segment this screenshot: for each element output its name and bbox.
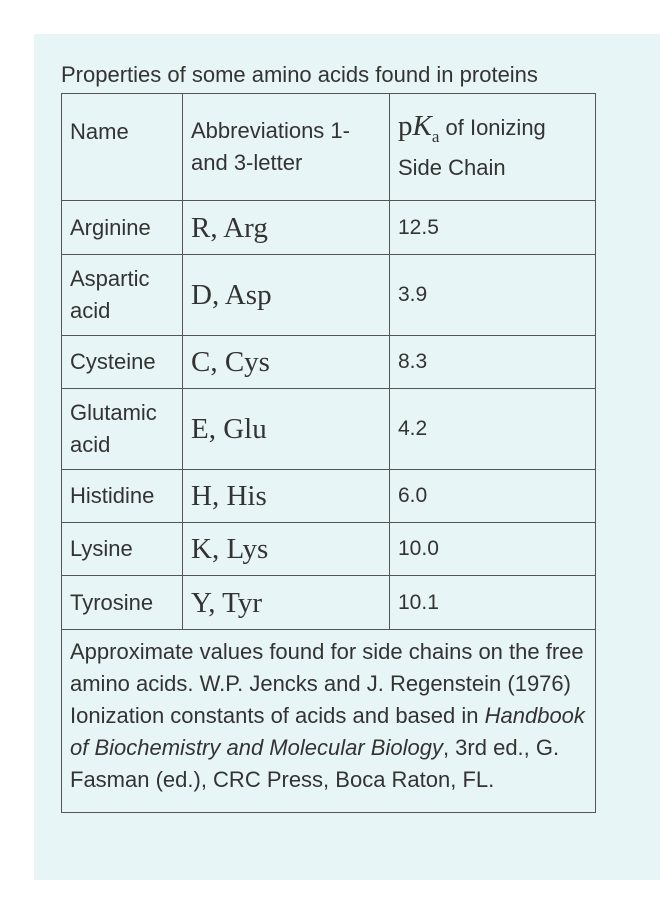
table-caption: Properties of some amino acids found in proteins [61, 62, 538, 87]
amino-acid-name: Arginine [62, 201, 183, 255]
abbreviation: E, Glu [183, 389, 390, 470]
table-row [62, 336, 596, 389]
pka-value: 3.9 [390, 255, 596, 336]
abbreviation: K, Lys [183, 523, 390, 576]
pka-value: 4.2 [390, 389, 596, 470]
amino-acid-name: Glutamic acid [62, 389, 183, 470]
amino-acid-name: Tyrosine [62, 576, 183, 630]
table-row [62, 255, 596, 336]
header-abbreviations: Abbreviations 1- and 3-letter [183, 94, 390, 201]
header-pka: $pK_a$ of Ionizing Side Chain [390, 94, 596, 201]
abbreviation: C, Cys [183, 336, 390, 389]
footnote: Approximate values found for side chains on the free amino acids. W.P. Jencks and J. Regenstein (1976) Ionization constants of acids and based in Handbook of Biochemistry and Molecular Biology, 3rd ed., G. Fasman (ed.), CRC Press, Boca Raton, FL. [62, 630, 596, 813]
amino-acid-name: Cysteine [62, 336, 183, 389]
pka-value: 12.5 [390, 201, 596, 255]
header-name: Name [62, 94, 183, 201]
footnote-row [62, 630, 596, 813]
table-row [62, 201, 596, 255]
table-row [62, 470, 596, 523]
pka-value: 10.1 [390, 576, 596, 630]
amino-acid-table [61, 93, 596, 813]
table-row [62, 576, 596, 630]
amino-acid-name: Aspartic acid [62, 255, 183, 336]
pka-value: 10.0 [390, 523, 596, 576]
abbreviation: R, Arg [183, 201, 390, 255]
table-row [62, 389, 596, 470]
abbreviation: D, Asp [183, 255, 390, 336]
pka-value: 8.3 [390, 336, 596, 389]
table-row [62, 523, 596, 576]
amino-acid-name: Lysine [62, 523, 183, 576]
abbreviation: H, His [183, 470, 390, 523]
footnote-reference-title: Handbook of Biochemistry and Molecular Biology [70, 703, 585, 760]
abbreviation: Y, Tyr [183, 576, 390, 630]
amino-acid-name: Histidine [62, 470, 183, 523]
pka-value: 6.0 [390, 470, 596, 523]
header-row [62, 94, 596, 201]
